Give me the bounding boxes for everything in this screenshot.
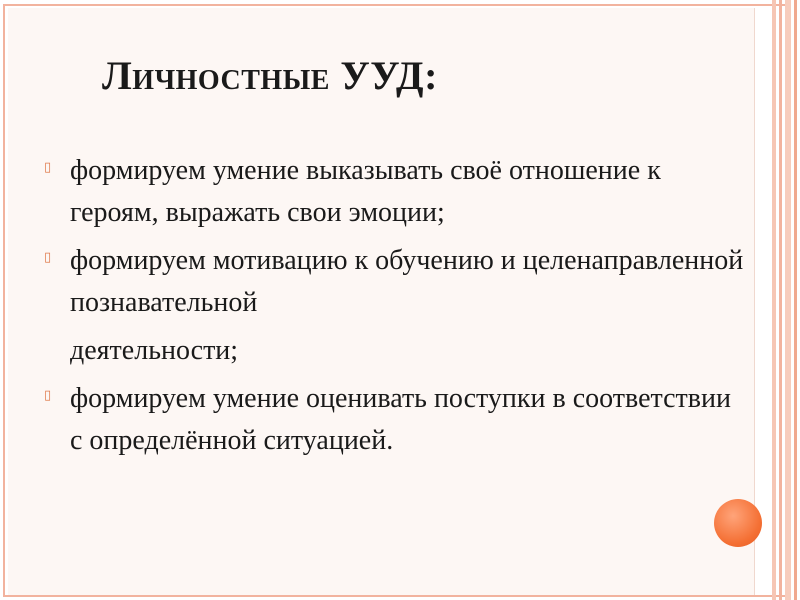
bullet-item (44, 378, 744, 462)
slide-title: Личностные УУД: (102, 53, 438, 98)
bullet-continuation (44, 324, 744, 372)
orange-circle-icon (714, 499, 762, 547)
bullet-text: формируем умение оценивать поступки в соответствии с определённой ситуацией. (70, 383, 731, 456)
decorative-stripe (779, 0, 782, 600)
bullet-text: формируем мотивацию к обучению и целенаправленной познавательной (70, 245, 744, 318)
bullet-text: формируем умение выказывать своё отношение к героям, выражать свои эмоции; (70, 155, 661, 228)
bullet-item (44, 240, 744, 324)
bullet-icon: ▯ (44, 388, 52, 403)
bullet-list (44, 150, 744, 462)
bullet-icon: ▯ (44, 160, 52, 175)
bullet-continuation-text: деятельности; (70, 335, 239, 366)
decorative-stripe (772, 0, 776, 600)
bullet-icon: ▯ (44, 250, 52, 265)
decorative-stripe (785, 0, 791, 600)
decorative-stripe (794, 0, 797, 600)
bullet-item (44, 150, 744, 234)
